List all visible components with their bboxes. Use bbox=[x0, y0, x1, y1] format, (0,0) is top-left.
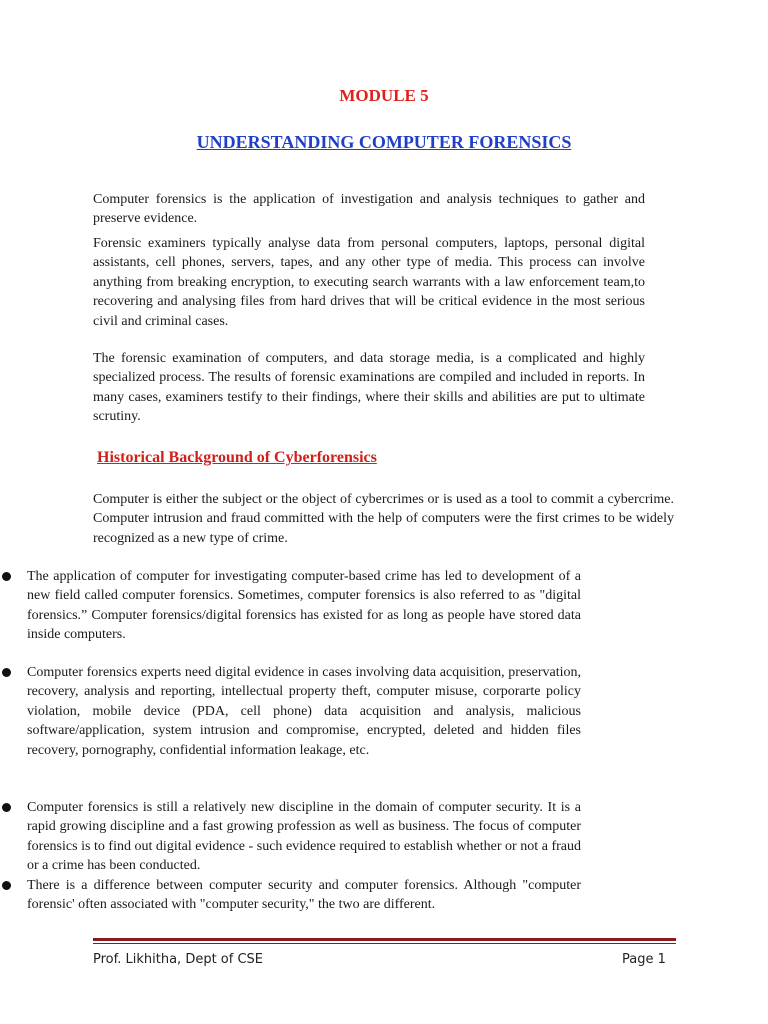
list-item-text: Computer forensics is still a relatively new discipline in the domain of computer security. It is a rapid growing discipline and a fast growing profession as well as business. The focus of computer forensics is to find out digital evidence - such evidence required to establish whether or not a fraud or a crime has been conducted. bbox=[27, 800, 581, 874]
list-item-text: The application of computer for investigating computer-based crime has led to development of a new field called computer forensics. Sometimes, computer forensics is also referred to as "digital forensics.” Computer forensics/digital forensics has existed for as long as people have stored data inside computers. bbox=[27, 569, 581, 643]
bullet-icon bbox=[2, 668, 11, 677]
bullet-icon bbox=[2, 572, 11, 581]
bullet-icon bbox=[2, 881, 11, 890]
page-title: UNDERSTANDING COMPUTER FORENSICS bbox=[196, 132, 572, 152]
footer-divider bbox=[93, 938, 676, 941]
page-number: Page 1 bbox=[622, 952, 666, 967]
section-heading: Historical Background of Cyberforensics bbox=[97, 449, 377, 466]
footer-author: Prof. Likhitha, Dept of CSE bbox=[93, 952, 264, 967]
intro-paragraph-1: Computer forensics is the application of investigation and analysis techniques to gather and preserve evidence. bbox=[93, 192, 645, 227]
list-item-text: Computer forensics experts need digital evidence in cases involving data acquisition, preservation, recovery, analysis and reporting, intellectual property theft, computer misuse, corporarte policy violation, mobile device (PDA, cell phone) data acquisition and analysis, malicious software/application, system intrusion and compromise, encrypted, deleted and hidden files recovery, pornography, confidential information leakage, etc. bbox=[27, 665, 581, 758]
footer-divider-thin bbox=[93, 943, 676, 944]
intro-paragraph-2: Forensic examiners typically analyse data from personal computers, laptops, personal digital assistants, cell phones, servers, tapes, and any other type of media. This process can involve anything from breaking encryption, to executing search warrants with a law enforcement team,to recovering and analysing files from hard drives that will be critical evidence in the most serious civil and criminal cases. bbox=[93, 236, 645, 329]
section-intro-paragraph: Computer is either the subject or the object of cybercrimes or is used as a tool to commit a cybercrime. Computer intrusion and fraud committed with the help of computers were the first crimes to be widely recognized as a new type of crime. bbox=[93, 492, 674, 546]
list-item-text: There is a difference between computer security and computer forensics. Although "computer forensic' often associated with "computer security," the two are different. bbox=[27, 878, 581, 913]
bullet-icon bbox=[2, 803, 11, 812]
module-label: MODULE 5 bbox=[339, 86, 429, 105]
intro-paragraph-3: The forensic examination of computers, and data storage media, is a complicated and highly specialized process. The results of forensic examinations are compiled and included in reports. In many cases, examiners testify to their findings, where their skills and abilities are put to ultimate scrutiny. bbox=[93, 351, 645, 425]
